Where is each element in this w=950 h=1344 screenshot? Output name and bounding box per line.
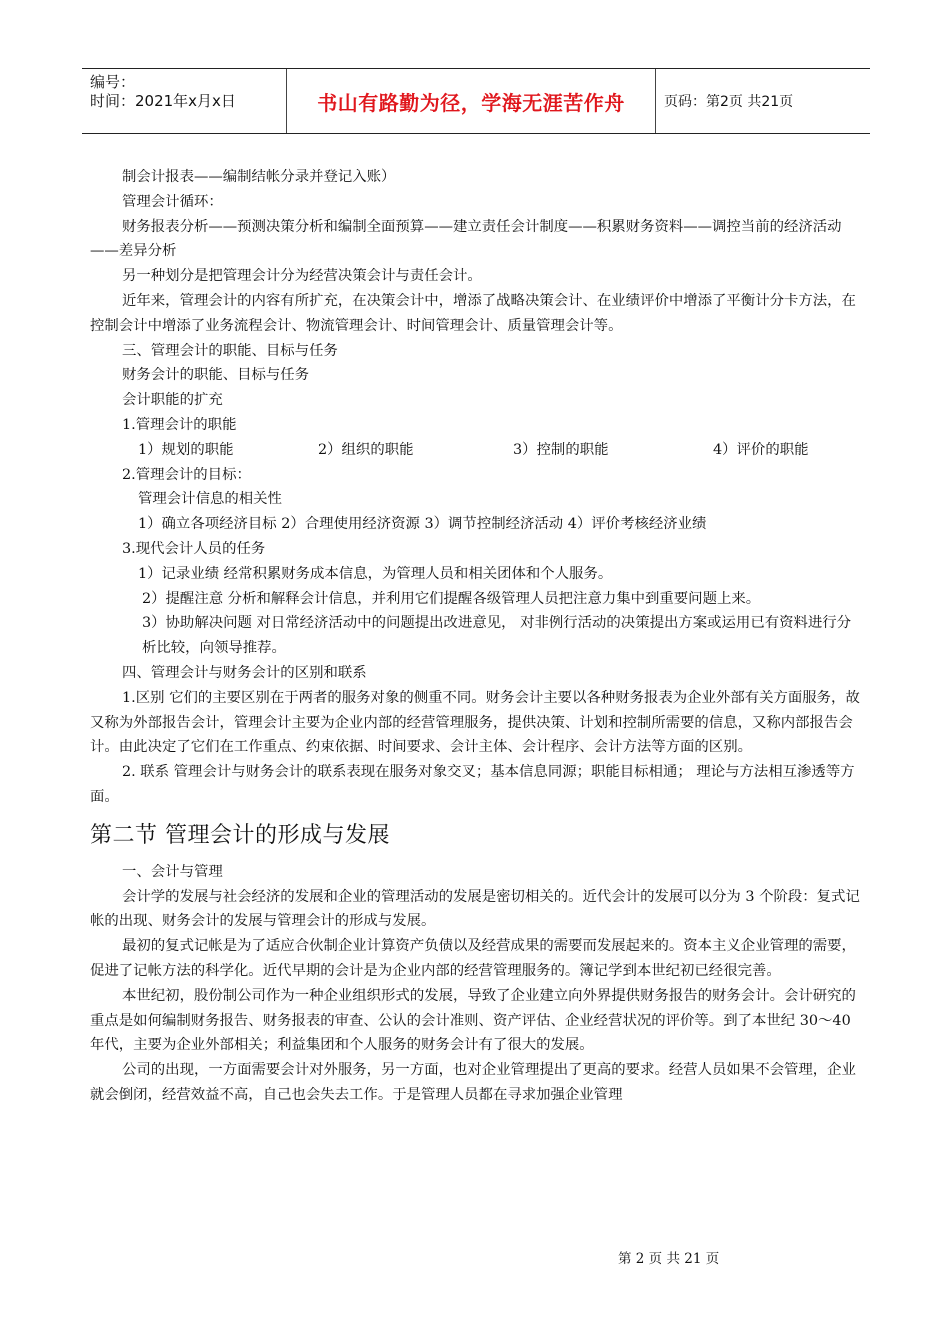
paragraph: 管理会计循环：	[122, 193, 223, 210]
function-list	[90, 438, 862, 463]
heading-3: 一、会计与管理	[122, 863, 223, 880]
paragraph: 最初的复式记帐是为了适应合伙制企业计算资产负债以及经营成果的需要而发展起来的。资本主义企业管理的需要，促进了记帐方法的科学化。近代早期的会计是为企业内部的经营管理服务的。簿记学到本世纪初已经很完善。	[90, 938, 856, 979]
list-heading: 3.现代会计人员的任务	[122, 540, 266, 557]
heading-3: 四、管理会计与财务会计的区别和联系	[122, 664, 367, 681]
list-item: 2）提醒注意 分析和解释会计信息，并利用它们提醒各级管理人员把注意力集中到重要问题上来。	[142, 590, 761, 607]
list-item: 4）评价的职能	[713, 441, 809, 458]
header-page-info: 页码：第2页 共21页	[664, 94, 794, 110]
paragraph: 制会计报表——编制结帐分录并登记入账）	[122, 169, 396, 185]
paragraph: 1.区别 它们的主要区别在于两者的服务对象的侧重不同。财务会计主要以各种财务报表为企业外部有关方面服务，故又称为外部报告会计，管理会计主要为企业内部的经营管理服务，提供决策、计划和控制所需要的信息，又称内部报告会计。由此决定了它们在工作重点、约束依据、时间要求、会计主体、会计程序、会计方法等方面的区别。	[90, 689, 860, 756]
paragraph: 另一种划分是把管理会计分为经营决策会计与责任会计。	[122, 268, 482, 285]
number-label: 编号：	[90, 73, 136, 91]
paragraph: 会计学的发展与社会经济的发展和企业的管理活动的发展是密切相关的。近代会计的发展可以分为 3 个阶段：复式记帐的出现、财务会计的发展与管理会计的形成与发展。	[90, 888, 860, 930]
date-label: 时间：2021年x月x日	[90, 92, 236, 110]
paragraph: 财务报表分析——预测决策分析和编制全面预算——建立责任会计制度——积累财务资料——调控当前的经济活动——差异分析	[90, 218, 842, 260]
section-title: 第二节 管理会计的形成与发展	[90, 822, 390, 848]
paragraph: 2. 联系 管理会计与财务会计的联系表现在服务对象交叉；基本信息同源；职能目标相通； 理论与方法相互渗透等方面。	[90, 764, 855, 805]
paragraph: 财务会计的职能、目标与任务	[122, 367, 310, 384]
list-heading: 1.管理会计的职能	[122, 416, 237, 433]
paragraph: 管理会计信息的相关性	[138, 491, 282, 508]
list-item: 3）协助解决问题 对日常经济活动中的问题提出改进意见， 对非例行活动的决策提出方案或运用已有资料进行分析比较，向领导推荐。	[142, 615, 852, 657]
paragraph: 近年来，管理会计的内容有所扩充，在决策会计中，增添了战略决策会计、在业绩评价中增添了平衡计分卡方法，在控制会计中增添了业务流程会计、物流管理会计、时间管理会计、质量管理会计等。	[90, 292, 856, 334]
list-heading: 2.管理会计的目标：	[122, 466, 251, 483]
paragraph: 1）确立各项经济目标 2）合理使用经济资源 3）调节控制经济活动 4）评价考核经济业绩	[138, 516, 707, 533]
paragraph: 本世纪初，股份制公司作为一种企业组织形式的发展，导致了企业建立向外界提供财务报告的财务会计。会计研究的重点是如何编制财务报告、财务报表的审查、公认的会计准则、资产评估、企业经营状况的评价等。到了本世纪 30～40 年代，主要为企业外部相关；利益集团和个人服务的财务会计有了很大的发展。	[90, 987, 856, 1054]
list-item: 1）记录业绩 经常积累财务成本信息，为管理人员和相关团体和个人服务。	[138, 565, 613, 582]
page-header	[82, 68, 870, 134]
paragraph: 公司的出现，一方面需要会计对外服务，另一方面，也对企业管理提出了更高的要求。经营人员如果不会管理，企业就会倒闭，经营效益不高，自己也会失去工作。于是管理人员都在寻求加强企业管理	[90, 1062, 856, 1103]
page-footer: 第 2 页 共 21 页	[618, 1251, 720, 1267]
document-body	[90, 165, 862, 1108]
list-item: 2）组织的职能	[318, 441, 414, 458]
header-meta	[82, 69, 287, 133]
header-motto: 书山有路勤为径，学海无涯苦作舟	[287, 69, 656, 133]
paragraph: 会计职能的扩充	[122, 392, 223, 409]
list-item: 3）控制的职能	[513, 441, 609, 458]
heading-3: 三、管理会计的职能、目标与任务	[122, 342, 338, 359]
list-item: 1）规划的职能	[138, 441, 234, 458]
